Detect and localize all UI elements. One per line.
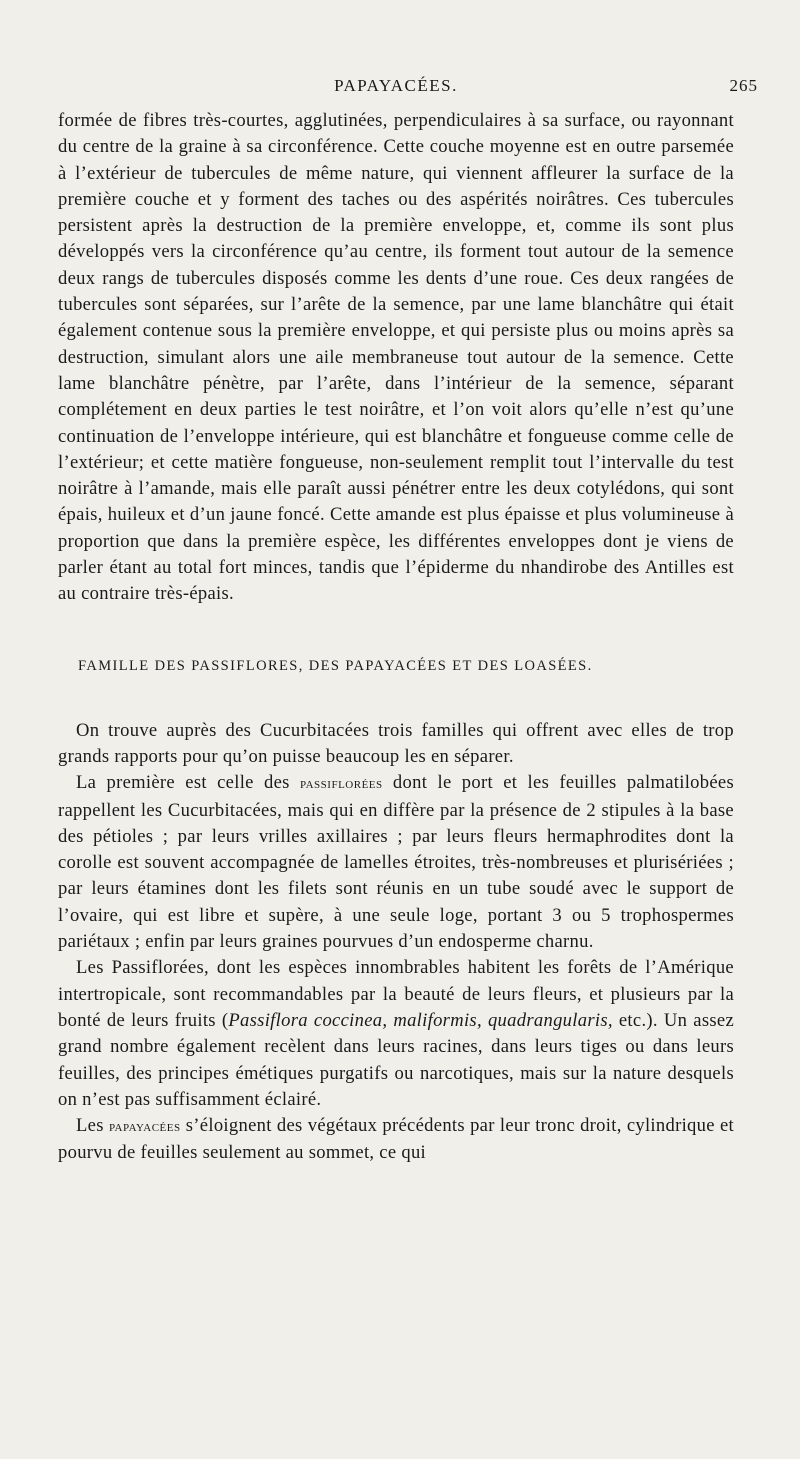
species-names: Passiflora coccinea, maliformis, quadrangularis, (228, 1009, 613, 1031)
term-passiflorees: passiflorées (300, 776, 383, 793)
paragraph-passiflorees-rest: dont le port et les feuilles palmatilobées rappellent les Cucurbitacées, mais qui en diffère par la présence de 2 stipules à la base des pétioles ; par leurs vrilles axillaires ; par leurs fleurs hermaphrodites dont la corolle est souvent accompagnée de lamelles étroites, très-nombreuses et plurisériées ; par leurs étamines dont les filets sont réunis en un tube soudé avec le support de l’ovaire, qui est libre et supère, à une seule loge, portant 3 ou 5 trophospermes pariétaux ; enfin par leurs graines pourvues d’un endosperme charnu. (58, 772, 734, 953)
paragraph-papayacees-start: Les (76, 1115, 109, 1137)
paragraph-uses-rest: etc.). Un assez grand nombre également recèlent dans leurs racines, dans leurs tiges ou dans leurs feuilles, des principes émétiques purgatifs ou narcotiques, mais sur la nature desquels on n’est pas suffisamment éclairé. (58, 1009, 734, 1110)
section-heading: FAMILLE DES PASSIFLORES, DES PAPAYACÉES ET DES LOASÉES. (78, 657, 593, 674)
paragraph-passiflorees (58, 770, 734, 955)
page-number: 265 (729, 76, 758, 95)
running-head (58, 76, 758, 104)
paragraph-passiflorees-start: La première est celle des (76, 772, 300, 794)
paragraph-passiflorees-uses (58, 955, 734, 1113)
paragraph-papayacees (58, 1113, 734, 1167)
paragraph-introduction: On trouve auprès des Cucurbitacées trois familles qui offrent avec elles de trop grands rapports pour qu’on puisse beaucoup les en séparer. (58, 719, 734, 767)
running-title: PAPAYACÉES. (334, 76, 458, 95)
paragraph-uses-start: Les Passiflorées, dont les espèces innombrables habitent les forêts de l’Amérique intertropicale, sont recommandables par la beauté de leurs fleurs, et plusieurs par la bonté de leurs fruits ( (58, 957, 734, 1031)
term-papayacees: papayacées (108, 1119, 181, 1136)
paragraph-seed-description: formée de fibres très-courtes, agglutinées, perpendiculaires à sa surface, ou rayonnant du centre de la graine à sa circonférence. Cette couche moyenne est en outre parsemée à l’extérieur de tubercules de même nature, qui viennent affleurer la surface de la première couche et y forment des taches ou des aspérités noirâtres. Ces tubercules persistent après la destruction de la première enveloppe, et, comme ils sont plus développés vers la circonférence qu’au centre, ils forment tout autour de la semence deux rangs de tubercules disposés comme les dents d’une roue. Ces deux rangées de tubercules sont séparées, sur l’arête de la semence, par une lame blanchâtre qui était également contenue sous la première enveloppe, et qui persiste plus ou moins après sa destruction, simulant alors une aile membraneuse tout autour de la semence. Cette lame blanchâtre pénètre, par l’arête, dans l’intérieur de la semence, séparant complétement en deux parties le test noirâtre, et l’on voit alors qu’elle n’est qu’une continuation de l’enveloppe intérieure, qui est blanchâtre et fongueuse comme celle de l’extérieur; et cette matière fongueuse, non-seulement remplit tout l’intervalle du test noirâtre à l’amande, mais elle paraît aussi pénétrer entre les deux cotylédons, qui sont épais, huileux et d’un jaune foncé. Cette amande est plus épaisse et plus volumineuse à proportion que dans la première espèce, les différentes enveloppes dont je viens de parler étant au total fort minces, tandis que l’épiderme du nhandirobe des Antilles est au contraire très-épais. (58, 110, 734, 605)
paragraph-papayacees-rest: s’éloignent des végétaux précédents par leur tronc droit, cylindrique et pourvu de feuilles seulement au sommet, ce qui (58, 1115, 734, 1164)
